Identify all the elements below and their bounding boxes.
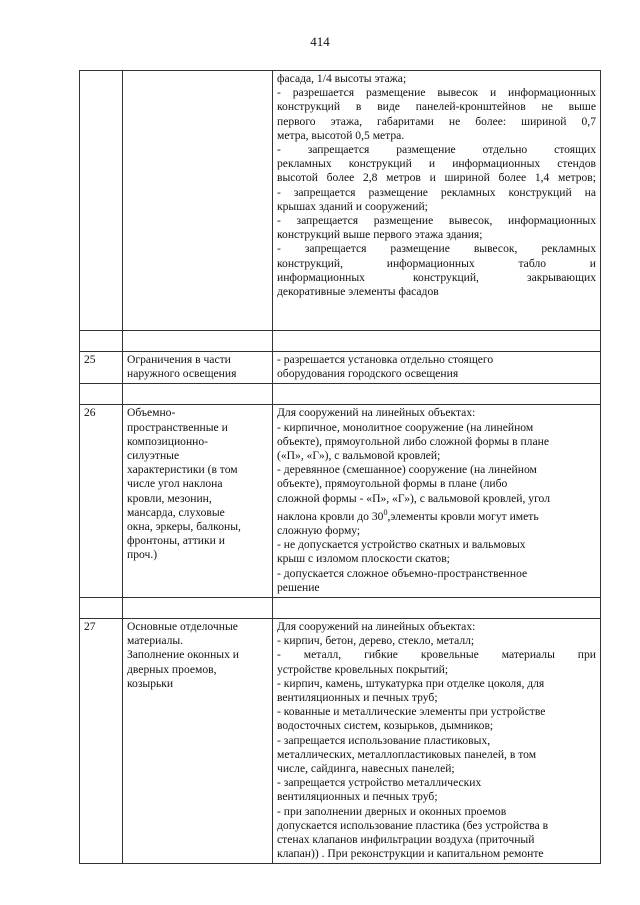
text-line: конструкций в виде панелей-кронштейнов не выше [277, 100, 596, 114]
row-requirements-cell [273, 618, 601, 863]
text-line: - запрещается устройство металлических [277, 776, 482, 790]
text-line: - кованные и металлические элементы при устройстве [277, 705, 546, 719]
text-line: - запрещается размещение вывесок, информационных [277, 214, 596, 228]
text-line: наружного освещения [127, 367, 237, 381]
text-line: кровли, мезонин, [127, 491, 212, 505]
text-line: - допускается сложное объемно-пространственное [277, 566, 528, 580]
text-line: Для сооружений на линейных объектах: [277, 406, 476, 420]
text-line: конструкций, информационных табло и [277, 256, 596, 270]
roof-angle-tail: ,элементы кровли могут иметь [387, 509, 539, 523]
text-line: мансарда, слуховые [127, 505, 225, 519]
text-line: дверных проемов, [127, 662, 217, 676]
text-line: числе, сайдинга, навесных панелей; [277, 761, 455, 775]
text-line: устройстве кровельных покрытий; [277, 662, 449, 676]
text-line: рекламных конструкций и информационных стендов [277, 157, 596, 171]
table-row [80, 71, 601, 331]
text-line: высотой более 2,8 метров и шириной более 1,4 метров; [277, 171, 596, 185]
row-number-cell: 27 [80, 618, 123, 863]
text-line: стенах клапанов инфильтрации воздуха (приточный [277, 832, 535, 846]
text-line: («П», «Г»), с вальмовой кровлей; [277, 449, 441, 463]
roof-angle-text: наклона кровли до 30 [277, 509, 384, 523]
text-line: фасада, 1/4 высоты этажа; [277, 72, 407, 85]
text-line: Заполнение оконных и [127, 648, 239, 662]
text-line: декоративные элементы фасадов [277, 285, 439, 299]
regulations-table [79, 70, 601, 864]
text-line: водосточных систем, козырьков, дымников; [277, 719, 494, 733]
table-row [80, 405, 601, 598]
text-line: - разрешается установка отдельно стоящего [277, 353, 494, 366]
row-requirements-cell [273, 71, 601, 331]
page-number: 414 [310, 34, 330, 49]
text-line: композиционно- [127, 434, 209, 448]
text-line: - при заполнении дверных и оконных проемов [277, 804, 507, 818]
text-line: - кирпич, бетон, дерево, стекло, металл; [277, 634, 475, 648]
row-number-cell: 25 [80, 352, 123, 384]
row-number-cell [80, 71, 123, 331]
table-spacer-row [80, 384, 601, 405]
text-line: проч.) [127, 548, 158, 562]
text-line: сложную форму; [277, 523, 361, 537]
table-spacer-row [80, 331, 601, 352]
text-line: - запрещается размещение вывесок, рекламных [277, 242, 596, 256]
row-number-cell: 26 [80, 405, 123, 598]
text-line: допускается использование пластика (без устройства в [277, 818, 549, 832]
table-row [80, 352, 601, 384]
text-line: металлических, металлопластиковых панелей, в том [277, 747, 537, 761]
text-line: - запрещается использование пластиковых, [277, 733, 491, 747]
text-line: Основные отделочные [127, 619, 238, 633]
row-name-cell [123, 71, 273, 331]
text-line: силуэтные [127, 449, 180, 463]
text-line: метра, высотой 0,5 метра. [277, 128, 405, 142]
text-line: - деревянное (смешанное) сооружение (на линейном [277, 463, 537, 477]
text-line: числе угол наклона [127, 477, 223, 491]
text-line: крышах зданий и сооружений; [277, 199, 428, 213]
degree-superscript: 0 [383, 507, 388, 517]
text-line: конструкций выше первого этажа здания; [277, 228, 483, 242]
text-line: - кирпичное, монолитное сооружение (на линейном [277, 420, 534, 434]
table-row [80, 618, 601, 863]
table-spacer-row [80, 597, 601, 618]
text-line: фронтоны, аттики и [127, 534, 225, 548]
text-line: - не допускается устройство скатных и вальмовых [277, 538, 526, 552]
row-name-cell [123, 618, 273, 863]
text-line: Ограничения в части [127, 353, 231, 366]
text-line: материалы. [127, 634, 184, 648]
text-line: крыш с изломом плоскости скатов; [277, 552, 450, 566]
text-line: пространственные и [127, 420, 228, 434]
text-line: объекте), прямоугольной формы в плане (либо [277, 477, 508, 491]
row-requirements-cell [273, 352, 601, 384]
text-line: - запрещается размещение рекламных конструкций на [277, 185, 596, 199]
text-line [277, 506, 596, 524]
text-line: вентиляционных и печных труб; [277, 790, 438, 804]
text-line: решение [277, 580, 320, 594]
row-name-cell [123, 352, 273, 384]
row-name-cell [123, 405, 273, 598]
text-line: сложной формы - «П», «Г»), с вальмовой кровлей, угол [277, 491, 550, 505]
text-line: вентиляционных и печных труб; [277, 690, 438, 704]
text-line: - кирпич, камень, штукатурка при отделке цоколя, для [277, 676, 545, 690]
text-line: информационных конструкций, закрывающих [277, 270, 596, 284]
text-line: объекте), прямоугольной либо сложной формы в плане [277, 434, 549, 448]
text-line: - металл, гибкие кровельные материалы при [277, 648, 596, 662]
text-line: характеристики (в том [127, 463, 238, 477]
text-line: козырьки [127, 676, 174, 690]
text-line: оборудования городского освещения [277, 367, 459, 381]
text-line: Для сооружений на линейных объектах: [277, 619, 476, 633]
row-requirements-cell [273, 405, 601, 598]
text-line: клапан)) . При реконструкции и капитальном ремонте [277, 847, 544, 861]
text-line: - разрешается размещение вывесок и информационных [277, 86, 596, 100]
text-line: первого этажа, габаритами не более: шириной 0,7 [277, 114, 596, 128]
text-line: - запрещается размещение отдельно стоящих [277, 143, 596, 157]
text-line: Объемно- [127, 406, 176, 420]
text-line: окна, эркеры, балконы, [127, 520, 241, 534]
